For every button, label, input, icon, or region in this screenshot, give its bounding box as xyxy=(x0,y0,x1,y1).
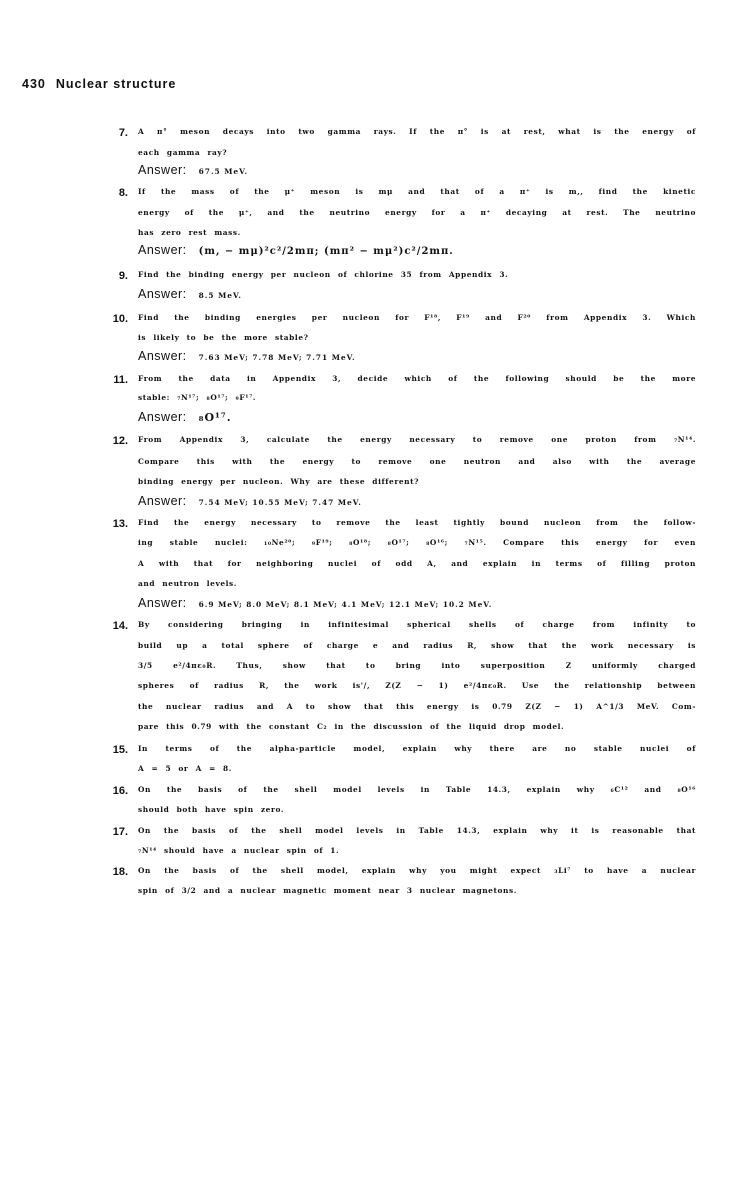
problem-text-line: A with that for neighboring nuclei of odd A, and explain in terms of filling proton xyxy=(138,559,696,568)
answer-label: Answer: xyxy=(138,410,187,424)
problem-number: 13. xyxy=(112,518,128,530)
problem-text-line: On the basis of the shell model, explain why you might expect ₃Li⁷ to have a nuclear xyxy=(138,866,696,875)
chapter-title: Nuclear structure xyxy=(55,77,177,91)
answer-label: Answer: xyxy=(138,349,187,363)
problem-text-line: stable: ₇N¹⁷; ₈O¹⁷; ₉F¹⁷. xyxy=(138,393,257,402)
problem-number: 17. xyxy=(112,826,128,838)
answer xyxy=(138,596,492,610)
problem-text-line: the nuclear radius and A to show that this energy is 0.79 Z(Z − 1) A^1/3 MeV. Com- xyxy=(138,702,696,711)
problem-text-line: has zero rest mass. xyxy=(138,228,241,237)
problem-number: 14. xyxy=(112,620,128,632)
problem-text-line: ₇N¹⁴ should have a nuclear spin of 1. xyxy=(138,846,340,855)
answer xyxy=(138,410,232,424)
answer xyxy=(138,243,454,257)
answer xyxy=(138,349,356,363)
problem-text-line: Find the energy necessary to remove the least tightly bound nucleon from the follow- xyxy=(138,518,696,527)
problem-text-line: energy of the μ⁺, and the neutrino energy for a π⁺ decaying at rest. The neutrino xyxy=(138,208,696,217)
answer-value: 7.54 MeV; 10.55 MeV; 7.47 MeV. xyxy=(198,498,362,507)
problem-number: 18. xyxy=(112,866,128,878)
problem-text-line: Compare this with the energy to remove one neutron and also with the average xyxy=(138,457,696,466)
problem-number: 9. xyxy=(118,270,128,282)
problem-text-line: On the basis of the shell model levels in Table 14.3, explain why ₆C¹² and ₈O¹⁶ xyxy=(138,785,696,794)
answer-label: Answer: xyxy=(138,243,187,257)
problem-text-line: From the data in Appendix 3, decide which of the following should be the more xyxy=(138,374,696,383)
problem-number: 12. xyxy=(112,435,128,447)
problem-text-line: binding energy per nucleon. Why are these different? xyxy=(138,477,420,486)
problem-number: 7. xyxy=(118,127,128,139)
problem-text-line: should both have spin zero. xyxy=(138,805,285,814)
problem-number: 10. xyxy=(112,313,128,325)
problem-text-line: is likely to be the more stable? xyxy=(138,333,309,342)
answer-value: 7.63 MeV; 7.78 MeV; 7.71 MeV. xyxy=(198,353,356,362)
problem-text-line: 3/5 e²/4πε₀R. Thus, show that to bring into superposition Z uniformly charged xyxy=(138,661,696,670)
problem-text-line: spin of 3/2 and a nuclear magnetic moment near 3 nuclear magnetons. xyxy=(138,886,517,895)
problem-text-line: From Appendix 3, calculate the energy necessary to remove one proton from ₇N¹⁴. xyxy=(138,435,696,444)
answer xyxy=(138,163,248,177)
answer-label: Answer: xyxy=(138,287,187,301)
problem-number: 15. xyxy=(112,744,128,756)
problem-text-line: Find the binding energy per nucleon of chlorine 35 from Appendix 3. xyxy=(138,270,509,279)
problem-text-line: Find the binding energies per nucleon for F¹⁸, F¹⁹ and F²⁰ from Appendix 3. Which xyxy=(138,313,696,322)
problem-text-line: each gamma ray? xyxy=(138,148,228,157)
answer xyxy=(138,494,362,508)
answer-value: 67.5 MeV. xyxy=(198,167,249,176)
answer-value: 6.9 MeV; 8.0 MeV; 8.1 MeV; 4.1 MeV; 12.1 MeV; 10.2 MeV. xyxy=(198,600,493,609)
problem-text-line: A = 5 or A = 8. xyxy=(138,764,232,773)
problem-text-line: A π° meson decays into two gamma rays. If the π° is at rest, what is the energy of xyxy=(138,127,696,136)
problem-number: 8. xyxy=(118,187,128,199)
problem-number: 11. xyxy=(113,374,128,386)
problem-text-line: ing stable nuclei: ₁₀Ne²⁰; ₉F¹⁹; ₈O¹⁸; ₈O¹⁷; ₈O¹⁶; ₇N¹⁵. Compare this energy for even xyxy=(138,538,696,547)
problem-text-line: build up a total sphere of charge e and radius R, show that the work necessary is xyxy=(138,641,696,650)
answer-label: Answer: xyxy=(138,163,187,177)
answer-label: Answer: xyxy=(138,596,187,610)
problem-text-line: In terms of the alpha-particle model, explain why there are no stable nuclei of xyxy=(138,744,696,753)
answer xyxy=(138,287,242,301)
problem-text-line: pare this 0.79 with the constant C₂ in the discussion of the liquid drop model. xyxy=(138,722,565,731)
answer-value: ₈O¹⁷. xyxy=(198,411,232,424)
problem-text-line: By considering bringing in infinitesimal spherical shells of charge from infinity to xyxy=(138,620,696,629)
problem-text-line: On the basis of the shell model levels in Table 14.3, explain why it is reasonable that xyxy=(138,826,696,835)
answer-label: Answer: xyxy=(138,494,187,508)
problem-text-line: spheres of radius R, the work is'/, Z(Z − 1) e²/4πε₀R. Use the relationship between xyxy=(138,681,696,690)
problem-number: 16. xyxy=(112,785,128,797)
problem-text-line: If the mass of the μ⁺ meson is mμ and that of a π⁺ is m,, find the kinetic xyxy=(138,187,696,196)
page-number: 430 xyxy=(22,77,46,91)
problem-text-line: and neutron levels. xyxy=(138,579,237,588)
answer-value: 8.5 MeV. xyxy=(198,291,242,300)
answer-value: (m, − mμ)²c²/2mπ; (mπ² − mμ²)c²/2mπ. xyxy=(198,246,454,257)
